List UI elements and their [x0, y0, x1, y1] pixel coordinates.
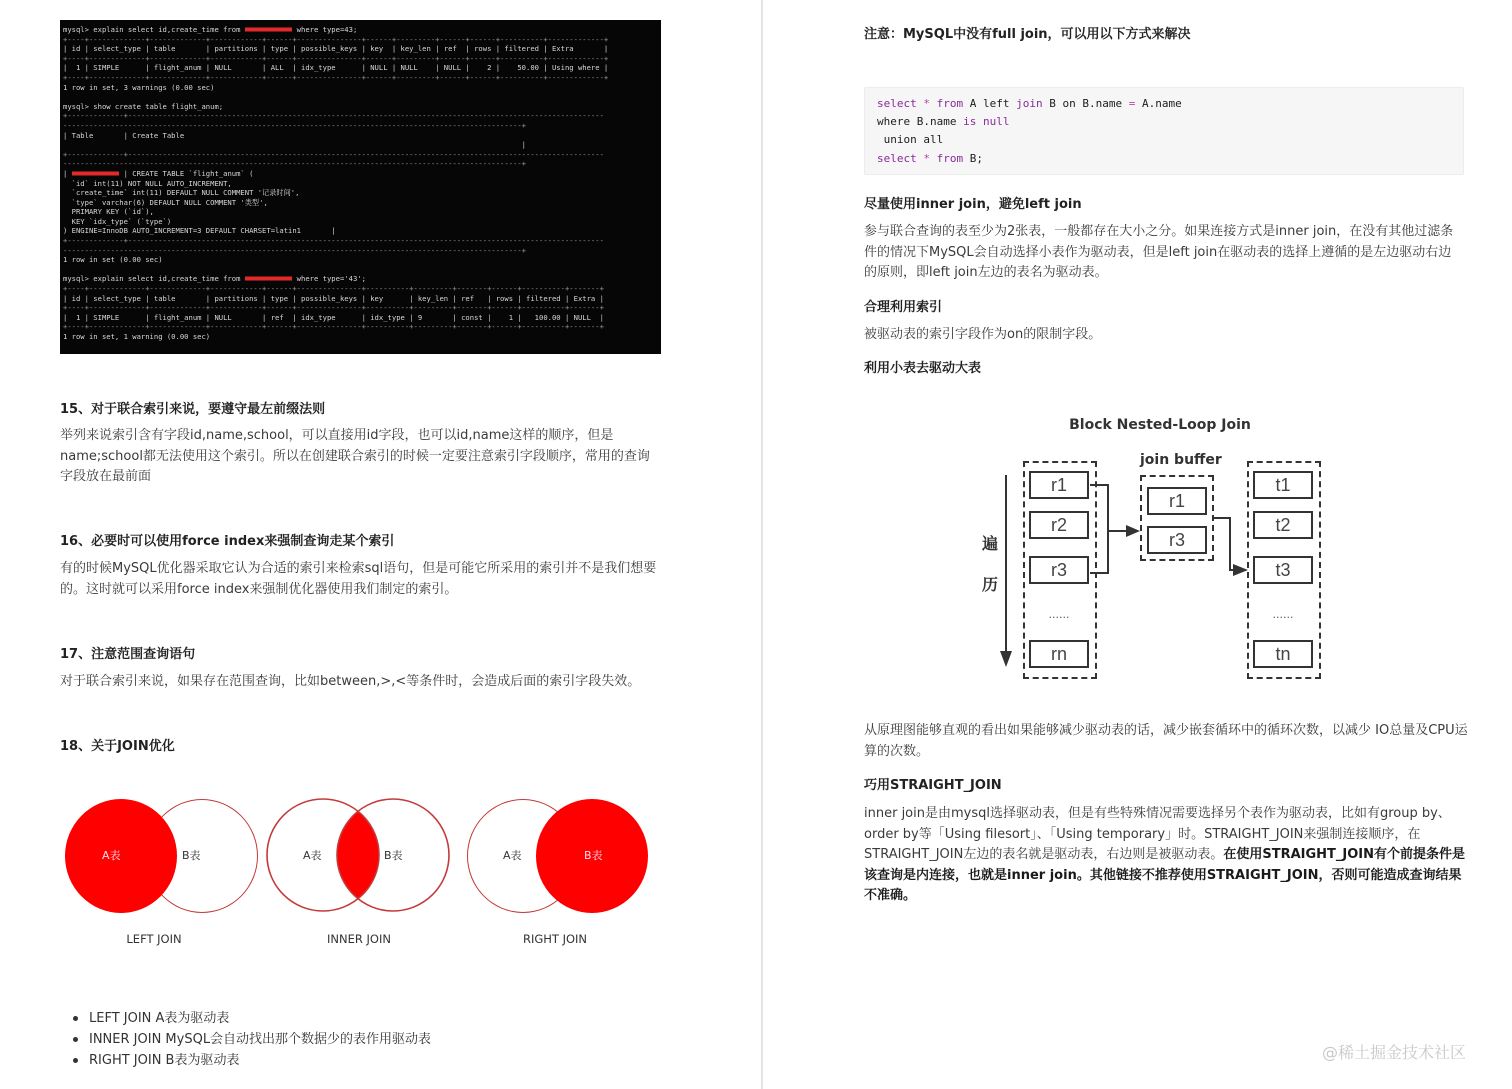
terminal-line: +----+-------------+-------------+------------+------+---------------+----------+---------+-------+------+----------+-------+ [63, 322, 604, 332]
terminal-line: +----+-------------+-------------+------------+------+---------------+------+---------+------+------+----------+-------------+ [63, 34, 609, 44]
full-join-note-heading: 注意：MySQL中没有full join，可以用以下方式来解决 [864, 27, 1191, 42]
join-buffer-label: join buffer [1140, 452, 1222, 468]
inner-row-t3: t3 [1253, 556, 1313, 584]
buffer-row-r3: r3 [1147, 526, 1207, 554]
inner-join-heading: 尽量使用inner join，避免left join [864, 197, 1082, 212]
terminal-line: +-------------+-------------------------------------------------------------------------------------------------------------- [63, 111, 604, 121]
terminal-line: +----+-------------+-------------+------------+------+---------------+----------+---------+-------+------+----------+-------+ [63, 284, 604, 294]
terminal-line: mysql> explain select id,create_time from where type=43; [63, 25, 358, 34]
section-16-body: 有的时候MySQL优化器采取它认为合适的索引来检索sql语句，但是可能它所采用的索引并不是我们想要的。这时就可以采用force index来强制优化器使用我们制定的索引。 [60, 561, 657, 597]
terminal-line: | id | select_type | table | partitions | type | possible_keys | key | key_len | ref | rows | filtered | Extra | [63, 44, 609, 54]
terminal-line: +-------------+-------------------------------------------------------------------------------------------------------------- [63, 149, 604, 159]
venn-inner-join [263, 795, 463, 955]
inner-join-body: 参与联合查询的表至少为2张表，一般都存在大小之分。如果连接方式是inner join，在没有其他过滤条件的情况下MySQL会自动选择小表作为驱动表，但是left join在驱动表的选择上遵循的是左边驱动右边的原则，即left join左边的表名为驱动表。 [864, 224, 1454, 280]
terminal-line: ----------------------------------------------------------------------------------------------------------+ [63, 159, 527, 169]
redacted-table-name [245, 25, 293, 34]
terminal-line: | 1 | SIMPLE | flight_anum | NULL | ALL | idx_type | NULL | NULL | NULL | 2 | 50.00 | Using where | [63, 63, 609, 73]
venn-left-join [62, 795, 262, 955]
sql-code-block [864, 87, 1464, 175]
traverse-label-2: 历 [982, 575, 999, 594]
index-body: 被驱动表的索引字段作为on的限制字段。 [864, 327, 1102, 342]
terminal-line: `create_time` int(11) DEFAULT NULL COMMENT '记录时间', [63, 188, 300, 198]
watermark: @稀土掘金技术社区 [1322, 1043, 1467, 1062]
terminal-line: 1 row in set (0.00 sec) [63, 255, 163, 265]
redacted-table-name [72, 169, 120, 178]
code-line-4: select * from B; [877, 151, 983, 165]
section-17-heading: 17、注意范围查询语句 [60, 647, 196, 662]
block-nested-loop-diagram [960, 405, 1340, 695]
venn-right-join [465, 795, 665, 955]
straight-join-body: inner join是由mysql选择驱动表，但是有些特殊情况需要选择另个表作为驱动表，比如有group by、order by等「Using filesort」、「Using temporary」时。STRAIGHT_JOIN来强制连接顺序，在STRAIGHT_JOIN左边的表名就是驱动表，右边则是被驱动表。在使用STRAIGHT_JOIN有个前提条件是该查询是内连接，也就是inner join。其他链接不推荐使用STRAIGHT_JOIN，否则可能造成查询结果不准确。 [864, 806, 1466, 903]
code-line-2: where B.name is null [877, 115, 1010, 129]
small-table-heading: 利用小表去驱动大表 [864, 361, 982, 376]
terminal-line: | | CREATE TABLE `flight_anum` ( [63, 168, 254, 178]
list-item: INNER JOIN MySQL会自动找出那个数据少的表作用驱动表 [72, 1029, 431, 1050]
list-item: RIGHT JOIN B表为驱动表 [72, 1050, 431, 1071]
list-item: LEFT JOIN A表为驱动表 [72, 1008, 431, 1029]
index-heading: 合理利用索引 [864, 300, 943, 315]
inner-row-t2: t2 [1253, 511, 1313, 539]
principle-body: 从原理图能够直观的看出如果能够减少驱动表的话，减少嵌套循环中的循环次数，以减少 IO总量及CPU运算的次数。 [864, 723, 1468, 759]
terminal-line: `type` varchar(6) DEFAULT NULL COMMENT '类型', [63, 197, 268, 207]
terminal-line: | id | select_type | table | partitions | type | possible_keys | key | key_len | ref | rows | filtered | Extra | [63, 293, 604, 303]
inner-row-tn: tn [1253, 640, 1313, 668]
terminal-line: 1 row in set, 3 warnings (0.00 sec) [63, 82, 215, 92]
traverse-label-1: 遍 [982, 534, 999, 553]
code-line-1: select * from A left join B on B.name = A.name [877, 97, 1182, 110]
terminal-line: ----------------------------------------------------------------------------------------------------------+ [63, 120, 527, 130]
buffer-row-r1: r1 [1147, 487, 1207, 515]
code-line-3: union all [877, 133, 944, 147]
section-18-heading: 18、关于JOIN优化 [60, 739, 175, 754]
section-17-body: 对于联合索引来说，如果存在范围查询，比如between,>,<等条件时，会造成后面的索引字段失效。 [60, 674, 641, 689]
venn-label-a: A表 [102, 849, 121, 862]
terminal-line [63, 92, 658, 102]
redacted-table-name [245, 274, 293, 283]
terminal-line: `id` int(11) NOT NULL AUTO_INCREMENT, [63, 178, 232, 188]
terminal-line: +----+-------------+-------------+------------+------+---------------+------+---------+------+------+----------+-------------+ [63, 72, 609, 82]
terminal-line: | [63, 140, 527, 150]
section-16-heading: 16、必要时可以使用force index来强制查询走某个索引 [60, 534, 395, 549]
venn-label-a: A表 [303, 849, 322, 862]
terminal-line: +----+-------------+-------------+------------+------+---------------+------+---------+------+------+----------+-------------+ [63, 53, 609, 63]
terminal-line: | 1 | SIMPLE | flight_anum | NULL | ref | idx_type | idx_type | 9 | const | 1 | 100.00 | NULL | [63, 312, 604, 322]
section-15-heading: 15、对于联合索引来说，要遵守最左前缀法则 [60, 402, 326, 417]
venn-label-b: B表 [584, 849, 603, 862]
outer-row-rn: rn [1029, 640, 1089, 668]
diagram-title: Block Nested-Loop Join [1069, 417, 1251, 433]
outer-row-r1: r1 [1029, 471, 1089, 499]
terminal-line: ) ENGINE=InnoDB AUTO_INCREMENT=3 DEFAULT CHARSET=latin1 | [63, 226, 336, 236]
terminal-line: mysql> show create table flight_anum; [63, 101, 224, 111]
terminal-line: +----+-------------+-------------+------------+------+---------------+----------+---------+-------+------+----------+-------+ [63, 303, 604, 313]
venn-caption: RIGHT JOIN [522, 932, 588, 946]
terminal-line: mysql> explain select id,create_time from where type='43'; [63, 274, 366, 284]
venn-circle-a-filled [65, 799, 177, 913]
venn-inner-svg [263, 795, 463, 920]
inner-ellipsis: ...... [1272, 608, 1294, 621]
venn-caption: LEFT JOIN [126, 932, 182, 946]
terminal-line: KEY `idx_type` (`type`) [63, 216, 172, 226]
venn-label-b: B表 [384, 849, 403, 862]
join-driver-list [72, 1008, 431, 1071]
venn-label-a: A表 [503, 849, 522, 862]
outer-row-r3: r3 [1029, 556, 1089, 584]
terminal-line [63, 265, 658, 275]
straight-join-heading: 巧用STRAIGHT_JOIN [864, 778, 1002, 793]
terminal-line: +-------------+-------------------------------------------------------------------------------------------------------------- [63, 236, 604, 246]
mysql-terminal-screenshot [60, 20, 661, 354]
terminal-line: PRIMARY KEY (`id`), [63, 207, 154, 217]
terminal-line: | Table | Create Table [63, 130, 185, 140]
outer-ellipsis: ...... [1048, 608, 1070, 621]
section-15-body: 举列来说索引含有字段id,name,school，可以直接用id字段，也可以id,name这样的顺序，但是name;school都无法使用这个索引。所以在创建联合索引的时候一定要注意索引字段顺序，常用的查询字段放在最前面 [60, 428, 650, 484]
terminal-line: ----------------------------------------------------------------------------------------------------------+ [63, 245, 527, 255]
venn-caption: INNER JOIN [327, 932, 391, 946]
inner-row-t1: t1 [1253, 471, 1313, 499]
outer-row-r2: r2 [1029, 511, 1089, 539]
terminal-line: 1 row in set, 1 warning (0.00 sec) [63, 332, 211, 341]
venn-label-b: B表 [182, 849, 201, 862]
